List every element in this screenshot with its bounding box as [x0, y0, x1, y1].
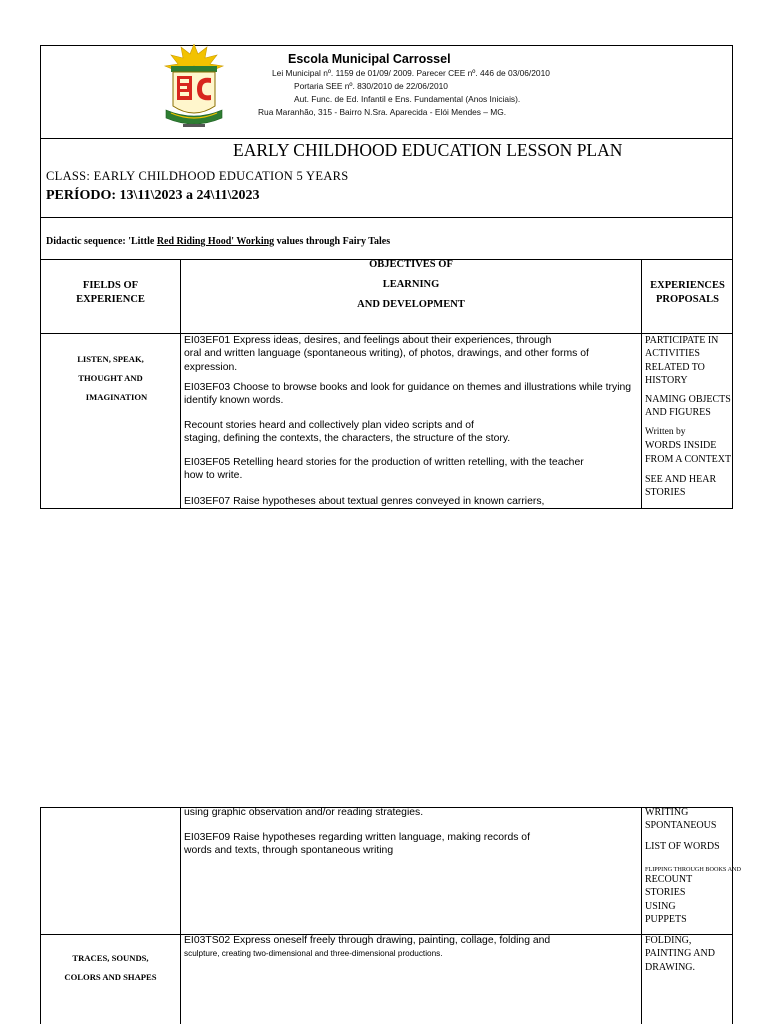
objective-line: how to write.: [184, 470, 243, 482]
school-law: Lei Municipal nº. 1159 de 01/09/ 2009. Parecer CEE nº. 446 de 03/06/2010: [272, 68, 550, 78]
experience-line: PARTICIPATE IN: [645, 335, 719, 346]
experience-line: WORDS INSIDE: [645, 440, 717, 452]
experience-flipping-books: FLIPPING THROUGH BOOKS AND: [645, 866, 741, 873]
page2-column-divider-2: [641, 807, 642, 1024]
objective-line: oral and written language (spontaneous writing), of photos, drawings, and other forms of: [184, 348, 589, 360]
objective-line: identify known words.: [184, 395, 284, 407]
objective-line: using graphic observation and/or reading strategies.: [184, 807, 424, 818]
objective-line: EI03EF03 Choose to browse books and look for guidance on themes and illustrations while trying: [184, 382, 632, 393]
experience-line: USING: [645, 900, 676, 912]
experience-line: STORIES: [645, 887, 686, 899]
objective-line: EI03EF01 Express ideas, desires, and feelings about their experiences, through: [184, 335, 552, 346]
experience-line: HISTORY: [645, 375, 688, 387]
objective-reading-strategies: [184, 806, 423, 819]
objective-line: EI03EF05 Retelling heard stories for the production of written retelling, with the teacher: [184, 457, 584, 468]
experiences-cell-row2: [645, 934, 715, 974]
header-experiences-line: EXPERIENCES: [650, 280, 725, 291]
experience-participate: [645, 334, 718, 388]
experience-line: RECOUNT: [645, 874, 693, 885]
objective-recount-stories: [184, 419, 510, 446]
didactic-prefix: Didactic sequence: 'Little: [46, 236, 157, 247]
field-line: IMAGINATION: [85, 392, 148, 402]
header-objectives-line: OBJECTIVES OF: [369, 259, 453, 270]
objective-ei03ef07: [184, 495, 544, 508]
experience-line: PAINTING AND: [645, 948, 715, 960]
school-logo-emblem: [163, 44, 225, 132]
experience-line: WRITING: [645, 807, 689, 818]
school-name: Escola Municipal Carrossel: [288, 52, 451, 66]
page2-right-border: [732, 807, 733, 1024]
header-experiences-line: PROPOSALS: [655, 293, 719, 305]
school-authorization: Aut. Func. de Ed. Infantil e Ens. Fundamental (Anos Iniciais).: [294, 94, 521, 104]
page-title: EARLY CHILDHOOD EDUCATION LESSON PLAN: [233, 140, 623, 160]
experience-line: RELATED TO: [645, 361, 705, 373]
experience-line: FROM A CONTEXT: [645, 453, 732, 465]
didactic-sequence: [46, 236, 390, 247]
header-fields-line: EXPERIENCE: [76, 293, 145, 305]
objective-line: Recount stories heard and collectively plan video scripts and of: [184, 420, 474, 431]
header-fields-of-experience: [41, 279, 180, 306]
header-objectives-line: AND DEVELOPMENT: [357, 299, 465, 310]
column-divider-1: [180, 259, 181, 509]
didactic-suffix: values through Fairy Tales: [274, 236, 391, 247]
experience-written-by: [645, 426, 731, 466]
experience-line: SPONTANEOUS: [645, 820, 717, 832]
experience-line: AND FIGURES: [645, 407, 711, 419]
objective-line: EI03TS02 Express oneself freely through drawing, painting, collage, folding and: [184, 935, 551, 946]
header-fields-line: FIELDS OF: [82, 280, 139, 291]
objective-line: EI03EF09 Raise hypotheses regarding written language, making records of: [184, 832, 530, 843]
experience-naming-objects: [645, 393, 731, 420]
page2-column-divider-1: [180, 807, 181, 1024]
experience-line: SEE AND HEAR: [645, 474, 717, 485]
field-line: THOUGHT AND: [78, 373, 143, 383]
field-line: TRACES, SOUNDS,: [72, 953, 149, 963]
class-line: CLASS: EARLY CHILDHOOD EDUCATION 5 YEARS: [46, 169, 349, 183]
period-line: PERÍODO: 13\11\2023 a 24\11\2023: [46, 188, 260, 203]
experience-line: STORIES: [645, 487, 686, 499]
field-line: COLORS AND SHAPES: [64, 972, 157, 982]
objective-ei03ef03: [184, 381, 631, 408]
header-divider: [40, 138, 733, 139]
experience-line: Written by: [645, 427, 686, 437]
experience-list-of-words: LIST OF WORDS: [645, 841, 720, 852]
period-divider: [40, 217, 733, 218]
objective-ei03ef01: [184, 334, 589, 374]
objective-line: words and texts, through spontaneous writing: [184, 845, 394, 857]
objective-line: staging, defining the contexts, the characters, the structure of the story.: [184, 433, 511, 445]
objective-ei03ef09: [184, 831, 530, 858]
experience-line: DRAWING.: [645, 961, 696, 973]
experience-writing: [645, 806, 716, 833]
field-line: LISTEN, SPEAK,: [77, 354, 144, 364]
experience-line: ACTIVITIES: [645, 348, 700, 360]
school-address: Rua Maranhão, 315 - Bairro N.Sra. Aparecida - Elói Mendes – MG.: [258, 107, 507, 117]
experience-line: NAMING OBJECTS: [645, 394, 731, 405]
experience-see-and-hear: [645, 473, 716, 500]
page2-left-border: [40, 807, 41, 1024]
school-logo: [163, 44, 225, 132]
objective-line: expression.: [184, 361, 238, 373]
experience-recount-stories: [645, 873, 692, 927]
didactic-underlined: Red Riding Hood' Working: [156, 236, 275, 247]
objective-ei03ef05: [184, 456, 584, 483]
school-ordinance: Portaria SEE nº. 830/2010 de 22/06/2010: [294, 81, 448, 91]
objective-line: EI03EF07 Raise hypotheses about textual genres conveyed in known carriers,: [184, 496, 545, 507]
objective-line: sculpture, creating two-dimensional and three-dimensional productions.: [184, 949, 443, 958]
header-experiences-proposals: [642, 279, 733, 306]
experience-line: PUPPETS: [645, 914, 687, 926]
header-objectives-line: LEARNING: [382, 279, 440, 290]
experience-line: FOLDING,: [645, 935, 692, 946]
